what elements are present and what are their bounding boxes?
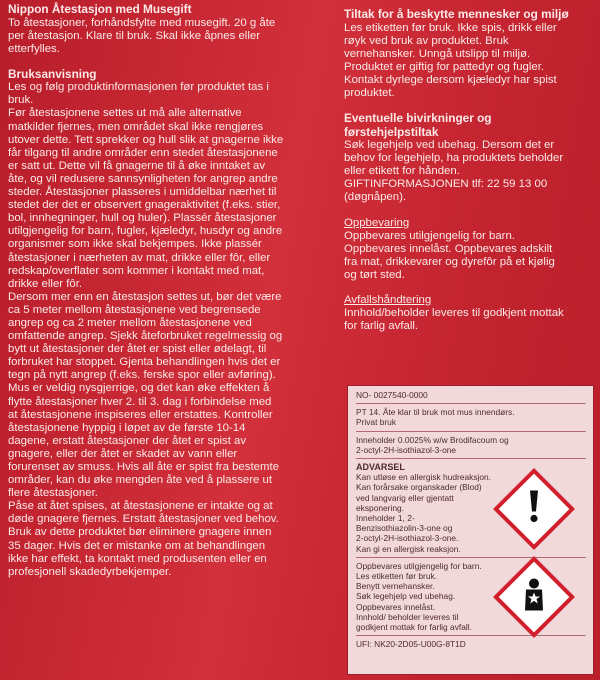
usage-heading: Bruksanvisning [8, 66, 97, 81]
storage-line: fra mat, drikkevarer og dyrefôr på et kjølig [344, 255, 555, 268]
effects-line: behov for legehjelp, ha produktets beholder [344, 152, 564, 165]
usage-line: Før åtestasjonene settes ut må alle alternative [8, 107, 242, 120]
usage-line: forbruket har stoppet. Gjenta behandlingen hvis det er [8, 356, 281, 369]
usage-line: bruk. [8, 94, 34, 107]
ufi-code: UFI: NK20-2D05-U00G-8T1D [356, 639, 466, 650]
effects-line: eller etikett for hånden. [344, 165, 460, 178]
warning-line: Kan gi en allergisk reaksjon. [356, 543, 461, 554]
usage-line: Påse at åtet spises, at åtestasjonene er intakte og at [8, 500, 273, 513]
protect-line: røyk ved bruk av produktet. Bruk [344, 34, 509, 47]
contains-line: 2-octyl-2H-isothiazol-3-one [356, 444, 457, 455]
usage-line: bol, innhegninger, hull og huler). Plassér åtestasjoner [8, 212, 277, 225]
usage-line: dagene, erstatt åtestasjoner der åtet er spist av [8, 434, 247, 447]
usage-line: får tilgang til andre områder enn stedet åtestasjonene [8, 146, 278, 159]
warning-line: Kan forårsake organskader (Blod) [356, 482, 482, 493]
usage-line: tegn på nytt angrep (f.eks. ferske spor eller avføring). [8, 369, 276, 382]
warning-line: eksponering. [356, 502, 404, 513]
usage-line: åte, og vil redusere sannsynligheten for angrep andre [8, 172, 278, 185]
contains-line: Inneholder 0.0025% w/w Brodifacoum og [356, 434, 509, 445]
effects-line: GIFTINFORMASJONEN tlf: 22 59 13 00 [344, 178, 548, 191]
precaution-line: Benytt vernehansker. [356, 581, 435, 592]
protect-heading: Tiltak for å beskytte mennesker og miljø [344, 7, 569, 21]
protect-line: vernehansker. Unngå utslipp til miljø. [344, 47, 531, 60]
usage-line: åtestasjoner i nærheten av mat, drikke eller fôr, eller [8, 251, 271, 264]
protect-line: produktet. [344, 86, 395, 99]
protect-line: Les etiketten før bruk. Ikke spis, drikk eller [344, 21, 557, 34]
effects-heading: førstehjelpstiltak [344, 124, 439, 139]
usage-line: drikke eller fôr. [8, 277, 83, 290]
usage-line: redskap/overflater som kommer i kontakt med mat, [8, 264, 265, 277]
usage-line: at åtestasjonene inspiseres eller erstattes. Kontroller [8, 408, 273, 421]
intro-line: To åtestasjoner, forhåndsfylte med musegift. 20 g åte [8, 16, 276, 29]
precaution-line: Oppbevares innelåst. [356, 601, 436, 612]
usage-line: steder. Åtestasjoner plasseres i umiddelbar nærhet til [8, 186, 277, 199]
usage-line: Mus er veldig nysgjerrige, og det kan øke effekten å [8, 382, 270, 395]
effects-heading: Eventuelle bivirkninger og [344, 111, 492, 126]
left-column [8, 0, 338, 579]
protect-line: Kontakt dyrlege dersom kjæledyr har spist [344, 73, 557, 86]
usage-line: åtestasjonene hyppig i løpet av de første 10-14 [8, 421, 246, 434]
usage-line: utover dette. Tett sprekker og hull slik at gnagerne ikke [8, 133, 284, 146]
usage-line: utilgjengelig for barn, fugler, kjæledyr, husdyr og andre [8, 225, 283, 238]
intro-line: per åtestasjon. Klare til bruk. Skal ikke åpnes eller [8, 29, 260, 42]
usage-line: matkilder fjernes, men området skal ikke rengjøres [8, 120, 264, 133]
usage-line: områder, kan du øke mengden åte ved å plassere ut [8, 474, 273, 487]
usage-line: ca 5 meter mellom åtestasjonene ved begrensede [8, 303, 261, 316]
precaution-line: Oppbevares utilgjengelig for barn. [356, 560, 482, 571]
warning-line: 2-octyl-2H-isothiazol-3-one. [356, 533, 459, 544]
usage-line: er satt ut. Dette vil få gnagerne til å øke inntaket av [8, 159, 266, 172]
usage-line: flere åtestasjoner. [8, 487, 98, 500]
usage-line: ikke har effekt, ta kontakt med produsenten eller en [8, 552, 267, 565]
warning-line: Inneholder 1, 2- [356, 513, 415, 524]
precaution-line: Søk legehjelp ved ubehag. [356, 591, 456, 602]
warning-line: ved langvarig eller gjentatt [356, 492, 454, 503]
usage-line: Les og følg produktinformasjonen før produktet tas i [8, 81, 269, 94]
usage-text [8, 81, 338, 579]
usage-line: døde gnagere fjernes. Erstatt åtestasjoner ved behov. [8, 513, 279, 526]
effects-line: Søk legehjelp ved ubehag. Dersom det er [344, 139, 555, 152]
storage-line: Oppbevares utilgjengelig for barn. [344, 229, 515, 242]
usage-line: gnagere, eller der åtet er skadet av vann eller [8, 447, 238, 460]
usage-line: stedet der det er observert gnageraktivitet (f.eks. stier, [8, 199, 281, 212]
storage-line: og tørt sted. [344, 268, 405, 281]
product-title: Nippon Åtestasjon med Musegift [8, 2, 192, 16]
waste-line: for farlig avfall. [344, 320, 419, 333]
waste-line: Innhold/beholder leveres til godkjent mottak [344, 307, 564, 320]
usage-line: forurenset av smuss. Hvis all åte er spist fra bestemte [8, 461, 279, 473]
usage-line: profesjonell skadedyrbekjemper. [8, 565, 172, 578]
protect-line: Produktet er giftig for pattedyr og fugler. [344, 60, 545, 73]
intro-line: etterfylles. [8, 42, 60, 55]
storage-heading: Oppbevaring [344, 216, 410, 229]
usage-line: 35 dager. Hvis det er mistanke om at behandlingen [8, 539, 266, 552]
warning-line: Benzisothiazolin-3-one og [356, 523, 453, 534]
precaution-line: Innhold/ beholder leveres til [356, 611, 459, 622]
registration-number: NO- 0027540-0000 [356, 390, 428, 400]
precaution-line: Les etiketten før bruk. [356, 571, 437, 582]
usage-line: omfattende angrep. Sjekk åteforbruket regelmessig og [8, 330, 283, 343]
warning-line: Kan utløse en allergisk hudreaksjon. [356, 472, 492, 483]
waste-heading: Avfallshåndtering [344, 294, 432, 306]
warning-signal-word: ADVARSEL [356, 462, 405, 473]
storage-line: Oppbevares innelåst. Oppbevares adskilt [344, 242, 553, 255]
effects-line: (døgnåpen). [344, 191, 407, 204]
usage-line: angrep og ca 2 meter mellom åtestasjonene ved [8, 316, 252, 329]
pt-line: PT 14. Åte klar til bruk mot mus innendørs. [356, 407, 515, 418]
usage-line: organismer som ikke skal bekjempes. Ikke plassér [8, 238, 262, 251]
usage-line: Bruk av dette produktet bør eliminere gnagere innen [8, 526, 272, 539]
pt-line: Privat bruk [356, 417, 397, 428]
usage-line: bytt ut åtestasjoner der åtet er spist eller ødelagt, til [8, 343, 267, 356]
usage-line: Dersom mer enn en åtestasjon settes ut, bør det være [8, 290, 282, 303]
precaution-line: godkjent mottak for farlig avfall. [356, 622, 472, 633]
usage-line: flytte åtestasjoner hver 2. til 3. dag i forbindelse med [8, 395, 272, 408]
hazard-label [347, 385, 594, 675]
right-column [344, 0, 594, 333]
